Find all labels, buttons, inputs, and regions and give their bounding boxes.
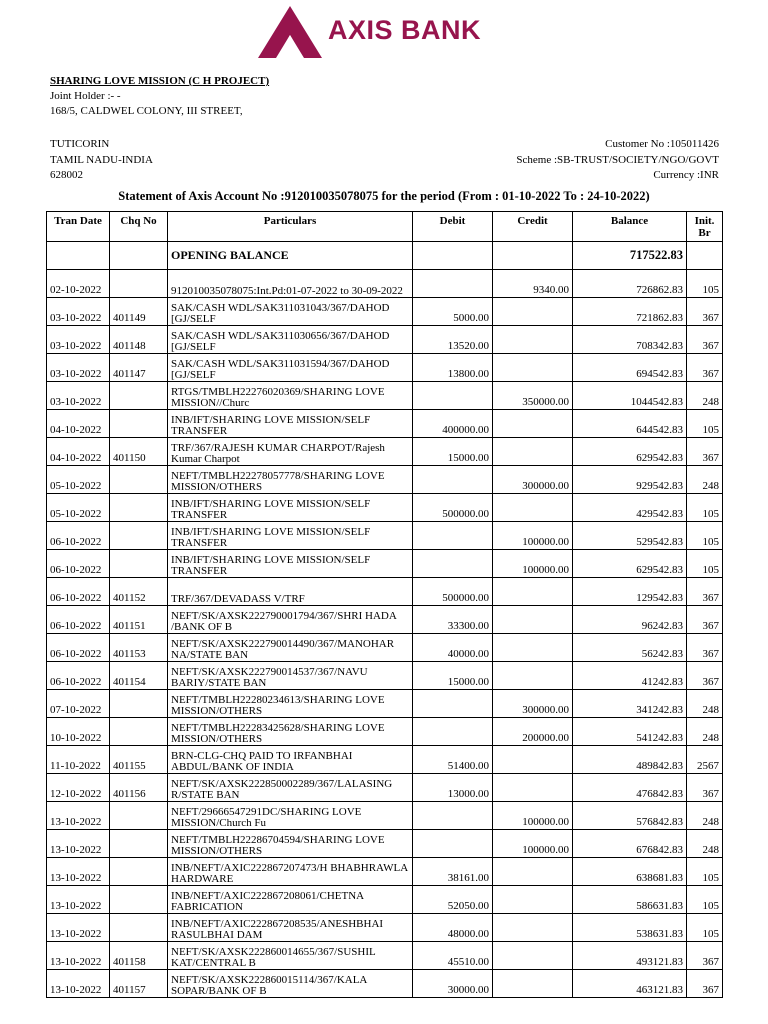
cell-debit [413, 830, 493, 858]
cell-chq-no: 401150 [110, 438, 168, 466]
cell-credit [493, 858, 573, 886]
cell-tran-date: 06-10-2022 [47, 550, 110, 578]
account-holder-name: SHARING LOVE MISSION (C H PROJECT) [50, 75, 270, 87]
cell-tran-date: 13-10-2022 [47, 858, 110, 886]
table-row [47, 914, 723, 942]
cell-init-br: 105 [687, 858, 723, 886]
cell-init-br: 367 [687, 774, 723, 802]
table-row [47, 942, 723, 970]
cell-credit: 100000.00 [493, 522, 573, 550]
cell-tran-date: 06-10-2022 [47, 606, 110, 634]
table-row [47, 606, 723, 634]
cell-balance: 576842.83 [573, 802, 687, 830]
cell-init-br: 248 [687, 718, 723, 746]
cell-particulars: 912010035078075:Int.Pd:01-07-2022 to 30-09-2022 [168, 270, 413, 298]
cell-chq-no [110, 270, 168, 298]
cell-particulars: INB/IFT/SHARING LOVE MISSION/SELF TRANSFER [168, 550, 413, 578]
cell-tran-date: 13-10-2022 [47, 830, 110, 858]
cell-debit: 30000.00 [413, 970, 493, 998]
table-row [47, 774, 723, 802]
cell-particulars: SAK/CASH WDL/SAK311030656/367/DAHOD [GJ/SELF [168, 326, 413, 354]
cell-tran-date: 04-10-2022 [47, 438, 110, 466]
cell-chq-no [110, 858, 168, 886]
cell-debit: 45510.00 [413, 942, 493, 970]
table-row [47, 466, 723, 494]
cell-debit: 5000.00 [413, 298, 493, 326]
cell-particulars: NEFT/SK/AXSK222860014655/367/SUSHIL KAT/CENTRAL B [168, 942, 413, 970]
cell-chq-no: 401152 [110, 578, 168, 606]
table-row [47, 522, 723, 550]
cell-chq-no: 401157 [110, 970, 168, 998]
table-row [47, 662, 723, 690]
cell-chq-no [110, 410, 168, 438]
cell-debit: 33300.00 [413, 606, 493, 634]
transactions-table [46, 211, 723, 998]
cell-debit: 15000.00 [413, 662, 493, 690]
cell-tran-date: 06-10-2022 [47, 522, 110, 550]
address-line: 168/5, CALDWEL COLONY, III STREET, [50, 105, 243, 117]
cell-chq-no [110, 382, 168, 410]
cell-debit: 48000.00 [413, 914, 493, 942]
cell-balance: 708342.83 [573, 326, 687, 354]
cell-init-br: 105 [687, 550, 723, 578]
cell-particulars: NEFT/SK/AXSK222790001794/367/SHRI HADA /BANK OF B [168, 606, 413, 634]
cell-credit [493, 942, 573, 970]
cell-debit: 52050.00 [413, 886, 493, 914]
table-row [47, 634, 723, 662]
cell-balance: 721862.83 [573, 298, 687, 326]
cell-tran-date: 03-10-2022 [47, 326, 110, 354]
cell-init-br: 248 [687, 382, 723, 410]
cell-particulars: NEFT/TMBLH22283425628/SHARING LOVE MISSION/OTHERS [168, 718, 413, 746]
cell-chq-no [110, 494, 168, 522]
cell-particulars: TRF/367/DEVADASS V/TRF [168, 578, 413, 606]
cell-chq-no [110, 802, 168, 830]
table-row [47, 550, 723, 578]
cell-particulars: RTGS/TMBLH22276020369/SHARING LOVE MISSION//Churc [168, 382, 413, 410]
cell-debit: 500000.00 [413, 494, 493, 522]
table-row [47, 886, 723, 914]
cell-chq-no: 401158 [110, 942, 168, 970]
cell-balance: 629542.83 [573, 550, 687, 578]
opening-balance-label: OPENING BALANCE [168, 242, 413, 270]
cell-credit [493, 298, 573, 326]
table-row [47, 410, 723, 438]
cell-particulars: NEFT/TMBLH22280234613/SHARING LOVE MISSION/OTHERS [168, 690, 413, 718]
cell-credit [493, 578, 573, 606]
customer-info [516, 137, 719, 184]
cell-init-br: 248 [687, 466, 723, 494]
cell-debit [413, 382, 493, 410]
table-row [47, 382, 723, 410]
cell-balance: 96242.83 [573, 606, 687, 634]
cell-debit [413, 522, 493, 550]
cell-credit: 200000.00 [493, 718, 573, 746]
cell-balance: 694542.83 [573, 354, 687, 382]
cell-chq-no: 401151 [110, 606, 168, 634]
cell-debit: 51400.00 [413, 746, 493, 774]
cell-tran-date: 03-10-2022 [47, 382, 110, 410]
cell-balance: 538631.83 [573, 914, 687, 942]
cell-init-br: 105 [687, 522, 723, 550]
address-pin: 628002 [50, 169, 83, 181]
address-city: TUTICORIN [50, 138, 110, 150]
cell-init-br: 367 [687, 662, 723, 690]
cell-chq-no [110, 550, 168, 578]
cell-init-br: 367 [687, 634, 723, 662]
statement-title: Statement of Axis Account No :912010035078075 for the period (From : 01-10-2022 To : 24-10-2022) [118, 189, 650, 203]
cell-tran-date: 06-10-2022 [47, 662, 110, 690]
cell-chq-no [110, 466, 168, 494]
cell-credit [493, 662, 573, 690]
cell-particulars: SAK/CASH WDL/SAK311031043/367/DAHOD [GJ/SELF [168, 298, 413, 326]
customer-number: Customer No :105011426 [605, 138, 719, 150]
cell-particulars: NEFT/TMBLH22278057778/SHARING LOVE MISSION/OTHERS [168, 466, 413, 494]
cell-balance: 541242.83 [573, 718, 687, 746]
cell-init-br: 367 [687, 606, 723, 634]
cell-debit [413, 270, 493, 298]
cell-credit: 100000.00 [493, 550, 573, 578]
cell-balance: 489842.83 [573, 746, 687, 774]
header-particulars: Particulars [168, 212, 413, 242]
opening-balance-value: 717522.83 [573, 242, 687, 270]
cell-credit: 300000.00 [493, 466, 573, 494]
cell-balance: 644542.83 [573, 410, 687, 438]
cell-particulars: NEFT/SK/AXSK222850002289/367/LALASING R/STATE BAN [168, 774, 413, 802]
header-credit: Credit [493, 212, 573, 242]
cell-particulars: NEFT/29666547291DC/SHARING LOVE MISSION/Church Fu [168, 802, 413, 830]
cell-debit: 400000.00 [413, 410, 493, 438]
table-cell [47, 242, 110, 270]
cell-balance: 463121.83 [573, 970, 687, 998]
cell-credit [493, 774, 573, 802]
cell-credit [493, 326, 573, 354]
cell-particulars: INB/NEFT/AXIC222867207473/H BHABHRAWLA HARDWARE [168, 858, 413, 886]
cell-debit: 38161.00 [413, 858, 493, 886]
cell-debit: 13520.00 [413, 326, 493, 354]
cell-chq-no [110, 718, 168, 746]
cell-init-br: 367 [687, 298, 723, 326]
cell-init-br: 105 [687, 410, 723, 438]
cell-debit [413, 466, 493, 494]
cell-init-br: 248 [687, 802, 723, 830]
cell-credit [493, 606, 573, 634]
cell-chq-no [110, 830, 168, 858]
cell-chq-no: 401148 [110, 326, 168, 354]
header-tran-date: Tran Date [47, 212, 110, 242]
cell-init-br: 367 [687, 970, 723, 998]
cell-credit [493, 914, 573, 942]
cell-tran-date: 11-10-2022 [47, 746, 110, 774]
table-row [47, 494, 723, 522]
cell-balance: 493121.83 [573, 942, 687, 970]
cell-credit [493, 634, 573, 662]
cell-init-br: 367 [687, 354, 723, 382]
bank-name: AXIS BANK [328, 14, 482, 45]
cell-init-br: 105 [687, 494, 723, 522]
cell-balance: 529542.83 [573, 522, 687, 550]
cell-init-br: 105 [687, 914, 723, 942]
cell-init-br: 105 [687, 886, 723, 914]
cell-tran-date: 07-10-2022 [47, 690, 110, 718]
table-row [47, 830, 723, 858]
cell-tran-date: 13-10-2022 [47, 970, 110, 998]
cell-tran-date: 02-10-2022 [47, 270, 110, 298]
table-row [47, 858, 723, 886]
cell-init-br: 367 [687, 578, 723, 606]
cell-init-br: 2567 [687, 746, 723, 774]
cell-particulars: INB/NEFT/AXIC222867208535/ANESHBHAI RASULBHAI DAM [168, 914, 413, 942]
cell-tran-date: 03-10-2022 [47, 354, 110, 382]
cell-credit [493, 970, 573, 998]
table-cell [493, 242, 573, 270]
cell-balance: 429542.83 [573, 494, 687, 522]
cell-init-br: 367 [687, 438, 723, 466]
bank-logo [258, 6, 481, 58]
cell-particulars: NEFT/SK/AXSK222790014537/367/NAVU BARIY/STATE BAN [168, 662, 413, 690]
cell-credit: 350000.00 [493, 382, 573, 410]
cell-balance: 586631.83 [573, 886, 687, 914]
cell-particulars: NEFT/SK/AXSK222860015114/367/KALA SOPAR/BANK OF B [168, 970, 413, 998]
cell-chq-no: 401154 [110, 662, 168, 690]
table-row [47, 270, 723, 298]
cell-init-br: 248 [687, 830, 723, 858]
table-row [47, 298, 723, 326]
currency: Currency :INR [653, 169, 719, 181]
table-cell [110, 242, 168, 270]
cell-tran-date: 13-10-2022 [47, 942, 110, 970]
cell-balance: 1044542.83 [573, 382, 687, 410]
cell-credit: 9340.00 [493, 270, 573, 298]
table-row [47, 802, 723, 830]
cell-chq-no [110, 914, 168, 942]
table-row [47, 970, 723, 998]
cell-particulars: BRN-CLG-CHQ PAID TO IRFANBHAI ABDUL/BANK OF INDIA [168, 746, 413, 774]
cell-debit: 15000.00 [413, 438, 493, 466]
table-header-row [47, 212, 723, 242]
table-row [47, 326, 723, 354]
cell-particulars: INB/IFT/SHARING LOVE MISSION/SELF TRANSFER [168, 522, 413, 550]
cell-credit: 300000.00 [493, 690, 573, 718]
cell-chq-no [110, 690, 168, 718]
cell-tran-date: 03-10-2022 [47, 298, 110, 326]
cell-init-br: 367 [687, 326, 723, 354]
cell-debit [413, 802, 493, 830]
cell-debit: 500000.00 [413, 578, 493, 606]
cell-balance: 341242.83 [573, 690, 687, 718]
cell-credit [493, 438, 573, 466]
cell-debit: 13000.00 [413, 774, 493, 802]
table-row [47, 354, 723, 382]
header-init-br: Init. Br [687, 212, 723, 242]
cell-tran-date: 06-10-2022 [47, 578, 110, 606]
cell-credit [493, 494, 573, 522]
axis-logo-icon [258, 6, 322, 58]
cell-chq-no: 401156 [110, 774, 168, 802]
cell-debit: 40000.00 [413, 634, 493, 662]
table-row [47, 578, 723, 606]
cell-tran-date: 13-10-2022 [47, 802, 110, 830]
cell-credit [493, 746, 573, 774]
header-debit: Debit [413, 212, 493, 242]
cell-balance: 41242.83 [573, 662, 687, 690]
header-balance: Balance [573, 212, 687, 242]
cell-credit [493, 354, 573, 382]
cell-balance: 129542.83 [573, 578, 687, 606]
cell-tran-date: 05-10-2022 [47, 494, 110, 522]
cell-init-br: 367 [687, 942, 723, 970]
cell-particulars: TRF/367/RAJESH KUMAR CHARPOT/Rajesh Kumar Charpot [168, 438, 413, 466]
cell-credit [493, 886, 573, 914]
cell-balance: 56242.83 [573, 634, 687, 662]
cell-balance: 726862.83 [573, 270, 687, 298]
cell-balance: 929542.83 [573, 466, 687, 494]
cell-credit: 100000.00 [493, 802, 573, 830]
table-cell [413, 242, 493, 270]
cell-particulars: NEFT/TMBLH22286704594/SHARING LOVE MISSION/OTHERS [168, 830, 413, 858]
cell-debit [413, 550, 493, 578]
table-row [47, 438, 723, 466]
cell-tran-date: 05-10-2022 [47, 466, 110, 494]
cell-particulars: INB/IFT/SHARING LOVE MISSION/SELF TRANSFER [168, 410, 413, 438]
cell-balance: 676842.83 [573, 830, 687, 858]
cell-chq-no: 401147 [110, 354, 168, 382]
cell-credit [493, 410, 573, 438]
table-cell [687, 242, 723, 270]
cell-debit [413, 690, 493, 718]
cell-chq-no [110, 886, 168, 914]
cell-chq-no: 401153 [110, 634, 168, 662]
cell-credit: 100000.00 [493, 830, 573, 858]
cell-chq-no [110, 522, 168, 550]
joint-holder: Joint Holder :- - [50, 90, 121, 102]
cell-tran-date: 04-10-2022 [47, 410, 110, 438]
cell-particulars: INB/NEFT/AXIC222867208061/CHETNA FABRICATION [168, 886, 413, 914]
table-row [47, 690, 723, 718]
cell-debit: 13800.00 [413, 354, 493, 382]
cell-particulars: SAK/CASH WDL/SAK311031594/367/DAHOD [GJ/SELF [168, 354, 413, 382]
cell-tran-date: 12-10-2022 [47, 774, 110, 802]
opening-balance-row [47, 242, 723, 270]
address-city-block [50, 137, 153, 184]
cell-debit [413, 718, 493, 746]
cell-chq-no: 401155 [110, 746, 168, 774]
header-chq-no: Chq No [110, 212, 168, 242]
cell-tran-date: 10-10-2022 [47, 718, 110, 746]
cell-particulars: NEFT/SK/AXSK222790014490/367/MANOHAR NA/STATE BAN [168, 634, 413, 662]
cell-balance: 638681.83 [573, 858, 687, 886]
cell-chq-no: 401149 [110, 298, 168, 326]
account-holder-block [50, 74, 269, 119]
cell-particulars: INB/IFT/SHARING LOVE MISSION/SELF TRANSFER [168, 494, 413, 522]
table-row [47, 718, 723, 746]
cell-tran-date: 13-10-2022 [47, 914, 110, 942]
cell-tran-date: 13-10-2022 [47, 886, 110, 914]
cell-tran-date: 06-10-2022 [47, 634, 110, 662]
cell-init-br: 105 [687, 270, 723, 298]
cell-balance: 629542.83 [573, 438, 687, 466]
cell-init-br: 248 [687, 690, 723, 718]
table-row [47, 746, 723, 774]
cell-balance: 476842.83 [573, 774, 687, 802]
scheme: Scheme :SB-TRUST/SOCIETY/NGO/GOVT [516, 153, 719, 166]
address-state: TAMIL NADU-INDIA [50, 153, 153, 166]
